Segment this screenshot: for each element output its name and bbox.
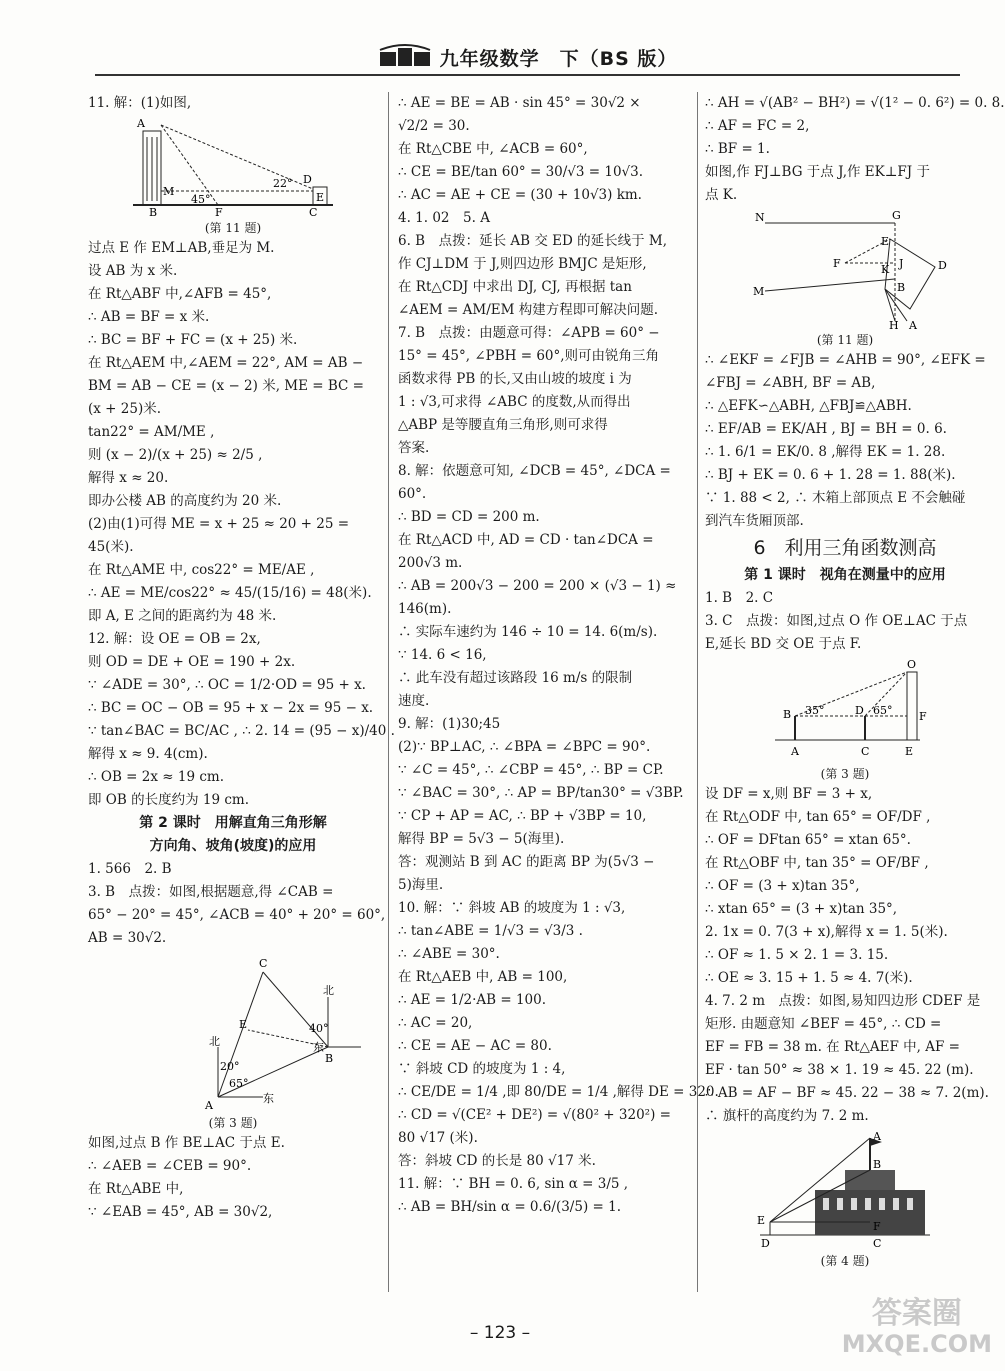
text-line: 在 Rt△ODF 中, tan 65° = OF/DF ,	[705, 809, 931, 825]
text-line: 在 Rt△ABE 中,	[88, 1181, 184, 1197]
fig-label: D	[303, 173, 312, 186]
text-line: 1. 566 2. B	[88, 861, 172, 877]
figure-caption: (第 4 题)	[820, 1254, 870, 1268]
figure-caption: (第 3 题)	[208, 1116, 258, 1130]
fig-label: 北	[323, 984, 334, 997]
text-line: ∴ AE = 1/2·AB = 100.	[398, 992, 547, 1008]
fig-label: G	[892, 209, 901, 222]
section-heading: 6 利用三角函数测高	[753, 537, 937, 559]
column-middle	[398, 92, 719, 1219]
text-line: 作 CJ⊥DM 于 J,则四边形 BMJC 是矩形,	[398, 256, 647, 272]
fig-label: E	[316, 191, 325, 204]
text-line: 即 OB 的长度约为 19 cm.	[88, 792, 249, 808]
text-line: 6. B 点拨：延长 AB 交 ED 的延长线于 M,	[398, 233, 668, 249]
text-line: ∴ 实际车速约为 146 ÷ 10 = 14. 6(m/s).	[398, 624, 658, 640]
text-line: 设 DF = x,则 BF = 3 + x,	[705, 786, 873, 802]
figure-caption: (第 11 题)	[204, 221, 262, 235]
text-line: (2)由(1)可得 ME = x + 25 ≈ 20 + 25 =	[88, 516, 350, 532]
text-line: ∴ BC = OC − OB = 95 + x − 2x = 95 − x.	[88, 700, 374, 716]
text-line: 60°.	[398, 486, 427, 502]
text-line: 答：观测站 B 到 AC 的距离 BP 为(5√3 −	[398, 854, 655, 870]
text-line: 答案.	[398, 440, 430, 456]
text-line: 4. 7. 2 m 点拨：如图,易知四边形 CDEF 是	[705, 993, 981, 1009]
text-line: 如图,作 FJ⊥BG 于点 J,作 EK⊥FJ 于	[705, 164, 931, 180]
text-line: 3. B 点拨：如图,根据题意,得 ∠CAB =	[88, 884, 334, 900]
fig-label: E	[881, 235, 890, 248]
text-line: √2/2 = 30.	[398, 118, 470, 134]
fig-label: A	[873, 1130, 881, 1143]
text-line: ∴ OB = 2x ≈ 19 cm.	[88, 769, 224, 785]
text-line: 7. B 点拨：由题意可得：∠APB = 60° −	[398, 325, 660, 341]
text-line: ∵ CP + AP = AC, ∴ BP + √3BP = 10,	[398, 808, 647, 824]
figure-3-observation	[755, 658, 935, 763]
text-line: 65° − 20° = 45°, ∠ACB = 40° + 20° = 60°,	[88, 907, 386, 923]
fig-label: 40°	[309, 1022, 329, 1035]
fig-label: A	[137, 117, 145, 130]
fig-label: B	[325, 1052, 334, 1065]
page-number: – 123 –	[469, 1323, 531, 1343]
watermark-url: MXQE.COM	[841, 1330, 992, 1358]
figure-11-box	[745, 209, 947, 332]
text-line: ∴ CD = √(CE² + DE²) = √(80² + 320²) =	[398, 1107, 671, 1123]
text-line: 过点 E 作 EM⊥AB,垂足为 M.	[88, 240, 275, 256]
text-line: 在 Rt△AME 中, cos22° = ME/AE ,	[88, 562, 315, 578]
text-line: 点 K.	[705, 187, 738, 203]
fig-label: B	[873, 1158, 882, 1171]
text-line: 在 Rt△AEB 中, AB = 100,	[398, 969, 568, 985]
fig-label: B	[897, 281, 906, 294]
fig-label: A	[909, 319, 917, 332]
text-line: ∵ ∠ADE = 30°, ∴ OC = 1/2·OD = 95 + x.	[88, 677, 366, 693]
fig-label: A	[791, 745, 799, 758]
text-line: 12. 解：设 OE = OB = 2x,	[88, 631, 261, 647]
text-line: 则 (x − 2)/(x + 25) ≈ 2/5 ,	[88, 447, 263, 463]
fig-label: 22°	[273, 177, 293, 190]
text-line: ∴ AC = AE + CE = (30 + 10√3) km.	[398, 187, 642, 203]
lesson-heading: 第 1 课时 视角在测量中的应用	[744, 567, 946, 583]
text-line: ∴ ∠ABE = 30°.	[398, 946, 500, 962]
fig-label: D	[855, 704, 864, 717]
text-line: 则 OD = DE + OE = 190 + 2x.	[88, 654, 296, 670]
text-line: 146(m).	[398, 601, 452, 617]
book-logo-icon	[378, 44, 432, 70]
text-line: ∴ △EFK∽△ABH, △FBJ≌△ABH.	[705, 398, 912, 414]
text-line: ∴ xtan 65° = (3 + x)tan 35°,	[705, 901, 898, 917]
fig-label: F	[833, 257, 841, 270]
text-line: ∴ AE = ME/cos22° ≈ 45/(15/16) = 48(米).	[88, 585, 372, 601]
text-line: △ABP 是等腰直角三角形,则可求得	[398, 417, 608, 433]
text-line: tan22° = AM/ME ,	[88, 424, 215, 440]
text-line: ∴ tan∠ABE = 1/√3 = √3/3 .	[398, 923, 583, 939]
fig-label: 65°	[229, 1077, 249, 1090]
text-line: 解得 x ≈ 20.	[88, 470, 169, 486]
text-line: 1. B 2. C	[705, 590, 774, 606]
text-line: 设 AB 为 x 米.	[88, 263, 178, 279]
text-line: 11. 解：∵ BH = 0. 6, sin α = 3/5 ,	[398, 1176, 629, 1192]
text-line: ∴ 1. 6/1 = EK/0. 8 ,解得 EK = 1. 28.	[705, 444, 946, 460]
fig-label: J	[899, 257, 904, 270]
text-line: 1 : √3,可求得 ∠ABC 的度数,从而得出	[398, 394, 631, 410]
fig-label: N	[755, 211, 765, 224]
fig-label: 35°	[805, 704, 825, 717]
text-line: ∠FBJ = ∠ABH, BF = AB,	[705, 375, 876, 391]
text-line: (2)∵ BP⊥AC, ∴ ∠BPA = ∠BPC = 90°.	[398, 739, 651, 755]
fig-label: E	[239, 1018, 248, 1031]
text-line: ∵ tan∠BAC = BC/AC , ∴ 2. 14 = (95 − x)/40 .	[88, 723, 395, 739]
fig-label: C	[873, 1237, 882, 1250]
text-line: 解得 x ≈ 9. 4(cm).	[88, 746, 208, 762]
text-line: ∴ AB = BH/sin α = 0.6/(3/5) = 1.	[398, 1199, 621, 1215]
text-line: 5)海里.	[398, 877, 444, 893]
text-line: 2. 1x = 0. 7(3 + x),解得 x = 1. 5(米).	[705, 924, 948, 940]
text-line: 在 Rt△CDJ 中求出 DJ, CJ, 再根据 tan	[398, 279, 632, 295]
watermark	[841, 1296, 992, 1359]
fig-label: E	[757, 1214, 766, 1227]
text-line: ∴ CE = BE/tan 60° = 30/√3 = 10√3.	[398, 164, 644, 180]
fig-label: 65°	[873, 704, 893, 717]
text-line: ∴ AB = AF − BF ≈ 45. 22 − 38 ≈ 7. 2(m).	[705, 1085, 989, 1101]
text-line: ∴ BC = BF + FC = (x + 25) 米.	[88, 332, 298, 348]
figure-caption: (第 3 题)	[820, 767, 870, 781]
fig-label: 20°	[220, 1060, 240, 1073]
text-line: 解得 BP = 5√3 − 5(海里).	[398, 831, 565, 847]
figure-3-directions	[133, 952, 333, 1112]
fig-label: 北	[209, 1035, 220, 1048]
text-line: EF · tan 50° ≈ 38 × 1. 19 ≈ 45. 22 (m).	[705, 1062, 974, 1078]
text-line: 200√3 m.	[398, 555, 463, 571]
text-line: ∴ BJ + EK = 0. 6 + 1. 28 = 1. 88(米).	[705, 467, 956, 483]
fig-label: F	[919, 710, 927, 723]
text-line: 如图,过点 B 作 BE⊥AC 于点 E.	[88, 1135, 285, 1151]
text-line: ∴ EF/AB = EK/AH , BJ = BH = 0. 6.	[705, 421, 947, 437]
column-divider	[697, 92, 698, 1292]
lesson-heading: 方向角、坡角(坡度)的应用	[149, 838, 317, 854]
text-line: 答：斜坡 CD 的长是 80 √17 米.	[398, 1153, 596, 1169]
text-line: ∴ AH = √(AB² − BH²) = √(1² − 0. 6²) = 0. 8.	[705, 95, 1005, 111]
page-header	[95, 40, 960, 76]
fig-label: K	[881, 263, 890, 276]
fig-label: 东	[263, 1092, 274, 1105]
fig-label: O	[907, 658, 917, 671]
fig-label: A	[205, 1099, 213, 1112]
text-line: ∴ AC = 20,	[398, 1015, 473, 1031]
fig-label: 45°	[191, 193, 211, 206]
fig-label: C	[259, 957, 268, 970]
text-line: ∴ AB = 200√3 − 200 = 200 × (√3 − 1) ≈	[398, 578, 677, 594]
text-line: 速度.	[398, 693, 430, 709]
text-line: EF = FB = 38 m. 在 Rt△AEF 中, AF =	[705, 1039, 960, 1055]
text-line: ∵ 14. 6 < 16,	[398, 647, 487, 663]
text-line: ∴ AB = BF = x 米.	[88, 309, 210, 325]
text-line: 在 Rt△ABF 中,∠AFB = 45°,	[88, 286, 272, 302]
text-line: E,延长 BD 交 OE 于点 F.	[705, 636, 862, 652]
text-line: ∴ AE = BE = AB · sin 45° = 30√2 ×	[398, 95, 641, 111]
figure-caption: (第 11 题)	[816, 333, 874, 347]
watermark-text: 答案圈	[871, 1296, 962, 1331]
text-line: 10. 解：∵ 斜坡 AB 的坡度为 1 : √3,	[398, 900, 626, 916]
text-line: 函数求得 PB 的长,又由山坡的坡度 i 为	[398, 371, 632, 387]
fig-label: 东	[313, 1041, 324, 1054]
text-line: 9. 解：(1)30;45	[398, 716, 501, 732]
text-line: 80 √17 (米).	[398, 1130, 478, 1146]
text-line: ∵ 斜坡 CD 的坡度为 1 : 4,	[398, 1061, 566, 1077]
text-line: 在 Rt△AEM 中,∠AEM = 22°, AM = AB −	[88, 355, 364, 371]
text-line: ∴ 此车没有超过该路段 16 m/s 的限制	[398, 670, 633, 686]
text-line: ∴ CE/DE = 1/4 ,即 80/DE = 1/4 ,解得 DE = 320.	[398, 1084, 719, 1100]
fig-label: B	[783, 708, 792, 721]
text-line: ∴ OF = (3 + x)tan 35°,	[705, 878, 860, 894]
fig-label: F	[215, 206, 223, 219]
text-line: ∵ 1. 88 < 2, ∴ 木箱上部顶点 E 不会触碰	[705, 490, 966, 506]
text-line: (x + 25)米.	[88, 401, 162, 417]
column-left	[88, 92, 395, 1224]
text-line: 11. 解：(1)如图,	[88, 95, 192, 111]
text-line: ∴ OF = DFtan 65° = xtan 65°.	[705, 832, 911, 848]
fig-label: F	[873, 1220, 881, 1233]
text-line: ∵ ∠C = 45°, ∴ ∠CBP = 45°, ∴ BP = CP.	[398, 762, 664, 778]
text-line: BM = AB − CE = (x − 2) 米, ME = BC =	[88, 378, 364, 394]
fig-label: D	[761, 1237, 770, 1250]
text-line: 在 Rt△ACD 中, AD = CD · tan∠DCA =	[398, 532, 654, 548]
text-line: ∴ BD = CD = 200 m.	[398, 509, 540, 525]
text-line: ∠AEM = AM/EM 构建方程即可解决问题.	[398, 302, 659, 318]
text-line: 在 Rt△OBF 中, tan 35° = OF/BF ,	[705, 855, 929, 871]
text-line: 45(米).	[88, 539, 134, 555]
fig-label: C	[861, 745, 870, 758]
text-line: AB = 30√2.	[88, 930, 167, 946]
text-line: 3. C 点拨：如图,过点 O 作 OE⊥AC 于点	[705, 613, 968, 629]
page-title: 九年级数学 下（BS 版）	[439, 47, 678, 70]
fig-label: C	[309, 206, 318, 219]
text-line: ∴ ∠AEB = ∠CEB = 90°.	[88, 1158, 252, 1174]
text-line: 4. 1. 02 5. A	[398, 210, 490, 226]
text-line: ∴ ∠EKF = ∠FJB = ∠AHB = 90°, ∠EFK =	[705, 352, 986, 368]
column-divider	[388, 92, 389, 1292]
text-line: ∴ BF = 1.	[705, 141, 770, 157]
text-line: 即 A, E 之间的距离约为 48 米.	[88, 608, 277, 624]
figure-11-building	[123, 117, 343, 217]
text-line: ∵ ∠BAC = 30°, ∴ AP = BP/tan30° = √3BP.	[398, 785, 684, 801]
text-line: 15° = 45°, ∠PBH = 60°,则可由锐角三角	[398, 348, 660, 364]
column-right	[705, 92, 1005, 1270]
fig-label: E	[905, 745, 914, 758]
text-line: ∵ ∠EAB = 45°, AB = 30√2,	[88, 1204, 273, 1220]
text-line: 即办公楼 AB 的高度约为 20 米.	[88, 493, 282, 509]
lesson-heading: 第 2 课时 用解直角三角形解	[139, 815, 327, 831]
fig-label: D	[938, 259, 947, 272]
text-line: 到汽车货厢顶部.	[705, 513, 804, 529]
figure-4-flagpole-building	[745, 1130, 945, 1250]
text-line: 在 Rt△CBE 中, ∠ACB = 60°,	[398, 141, 588, 157]
fig-label: B	[149, 206, 158, 219]
fig-label: H	[889, 319, 899, 332]
text-line: ∴ OF ≈ 1. 5 × 2. 1 = 3. 15.	[705, 947, 889, 963]
text-line: 8. 解：依题意可知, ∠DCB = 45°, ∠DCA =	[398, 463, 671, 479]
text-line: ∴ AF = FC = 2,	[705, 118, 810, 134]
text-line: ∴ 旗杆的高度约为 7. 2 m.	[705, 1108, 869, 1124]
text-line: ∴ OE ≈ 3. 15 + 1. 5 ≈ 4. 7(米).	[705, 970, 913, 986]
text-line: 矩形. 由题意知 ∠BEF = 45°, ∴ CD =	[705, 1016, 942, 1032]
text-line: ∴ CE = AE − AC = 80.	[398, 1038, 552, 1054]
fig-label: M	[753, 285, 765, 298]
fig-label: M	[163, 185, 175, 198]
